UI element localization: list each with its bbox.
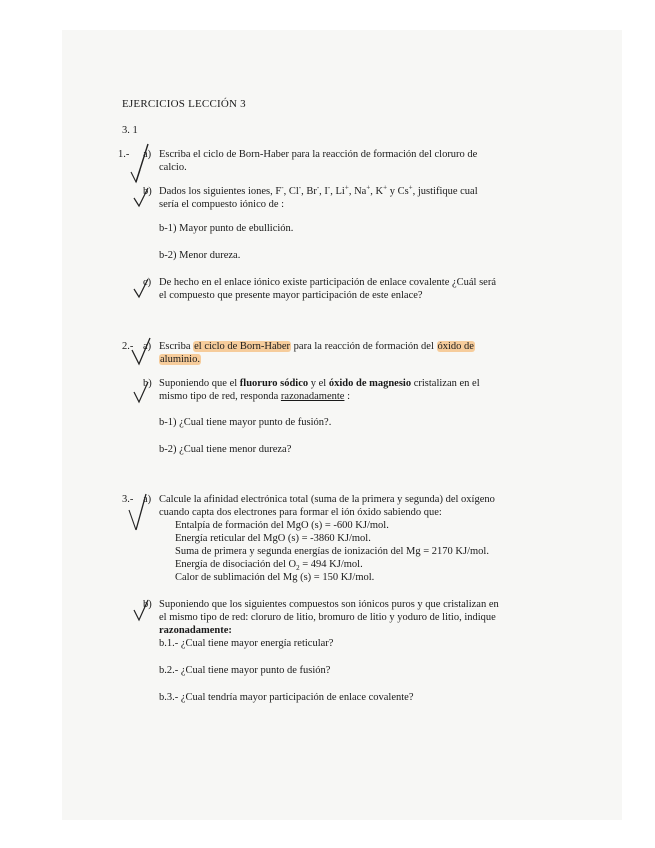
handwritten-check-mark	[132, 277, 150, 299]
q3-b2: b.2.- ¿Cual tiene mayor punto de fusión?	[159, 665, 331, 676]
q3-b-letter: b)	[143, 599, 152, 610]
q1-c-letter: c)	[143, 277, 152, 288]
handwritten-check-mark	[132, 598, 150, 622]
q2-b2: b-2) ¿Cual tiene menor dureza?	[159, 444, 292, 455]
q3-a-line1: Calcule la afinidad electrónica total (suma de la primera y segunda) del oxígeno	[159, 494, 495, 505]
q2-b1: b-1) ¿Cual tiene mayor punto de fusión?.	[159, 417, 332, 428]
q3-data-formation: Entalpía de formación del MgO (s) = -600 KJ/mol.	[175, 520, 389, 531]
q3-data-ionization: Suma de primera y segunda energías de ionización del Mg = 2170 KJ/mol.	[175, 546, 489, 557]
handwritten-check-mark	[132, 186, 150, 208]
q1-number: 1.-	[118, 149, 130, 160]
q3-data-sublimation: Calor de sublimación del Mg (s) = 150 KJ/mol.	[175, 572, 375, 583]
q3-b-line3: razonadamente:	[159, 625, 232, 636]
q1-b-letter: b)	[143, 186, 152, 197]
q3-data-lattice: Energía reticular del MgO (s) = -3860 KJ/mol.	[175, 533, 371, 544]
q3-a-line2: cuando capta dos electrones para formar el ión óxido sabiendo que:	[159, 507, 442, 518]
q1-b2: b-2) Menor dureza.	[159, 250, 241, 261]
q1-b-line2: sería el compuesto iónico de :	[159, 199, 285, 210]
q3-b-line2: el mismo tipo de red: cloruro de litio, bromuro de litio y yoduro de litio, indique	[159, 612, 496, 623]
q3-a-letter: a)	[143, 494, 152, 505]
handwritten-check-mark	[132, 380, 150, 404]
q1-a-line1: Escriba el ciclo de Born-Haber para la reacción de formación del cloruro de	[159, 149, 478, 160]
q2-b-line1: Suponiendo que el fluoruro sódico y el óxido de magnesio cristalizan en el	[159, 378, 480, 389]
handwritten-slash-mark	[128, 142, 154, 186]
q1-c-line2: el compuesto que presente mayor participación de este enlace?	[159, 290, 423, 301]
q2-number: 2.-	[122, 341, 134, 352]
q2-a-letter: a)	[143, 341, 152, 352]
handwritten-check-mark	[126, 492, 152, 532]
q2-b-line2: mismo tipo de red, responda razonadamente :	[159, 391, 350, 402]
q3-b-line1: Suponiendo que los siguientes compuestos son iónicos puros y que cristalizan en	[159, 599, 499, 610]
highlight-born-haber: el ciclo de Born-Haber	[194, 341, 291, 352]
q3-b1: b.1.- ¿Cual tiene mayor energía reticular?	[159, 638, 334, 649]
page-title: EJERCICIOS LECCIÓN 3	[122, 98, 246, 110]
q3-data-dissociation: Energía de disociación del $O_2 = 494$ KJ/mol.	[175, 559, 363, 573]
q2-b-letter: b)	[143, 378, 152, 389]
highlight-oxido: óxido de	[437, 341, 474, 352]
q1-b-line1: Dados los siguientes iones, F-, Cl-, Br-, I-, Li+, Na+, K+ y Cs+, justifique cual	[159, 183, 478, 197]
q2-a-line1: Escriba el ciclo de Born-Haber para la reacción de formación del óxido de	[159, 341, 474, 352]
q3-number: 3.-	[122, 494, 134, 505]
q1-a-letter: a)	[143, 149, 152, 160]
q1-b1: b-1) Mayor punto de ebullición.	[159, 223, 294, 234]
q1-c-line1: De hecho en el enlace iónico existe participación de enlace covalente ¿Cuál será	[159, 277, 496, 288]
highlight-aluminio: aluminio.	[160, 354, 200, 365]
q1-a-line2: calcio.	[159, 162, 187, 173]
q2-a-line2	[159, 353, 201, 366]
section-number: 3. 1	[122, 125, 138, 136]
q3-b3: b.3.- ¿Cual tendría mayor participación de enlace covalente?	[159, 692, 414, 703]
handwritten-check-mark	[130, 336, 152, 366]
